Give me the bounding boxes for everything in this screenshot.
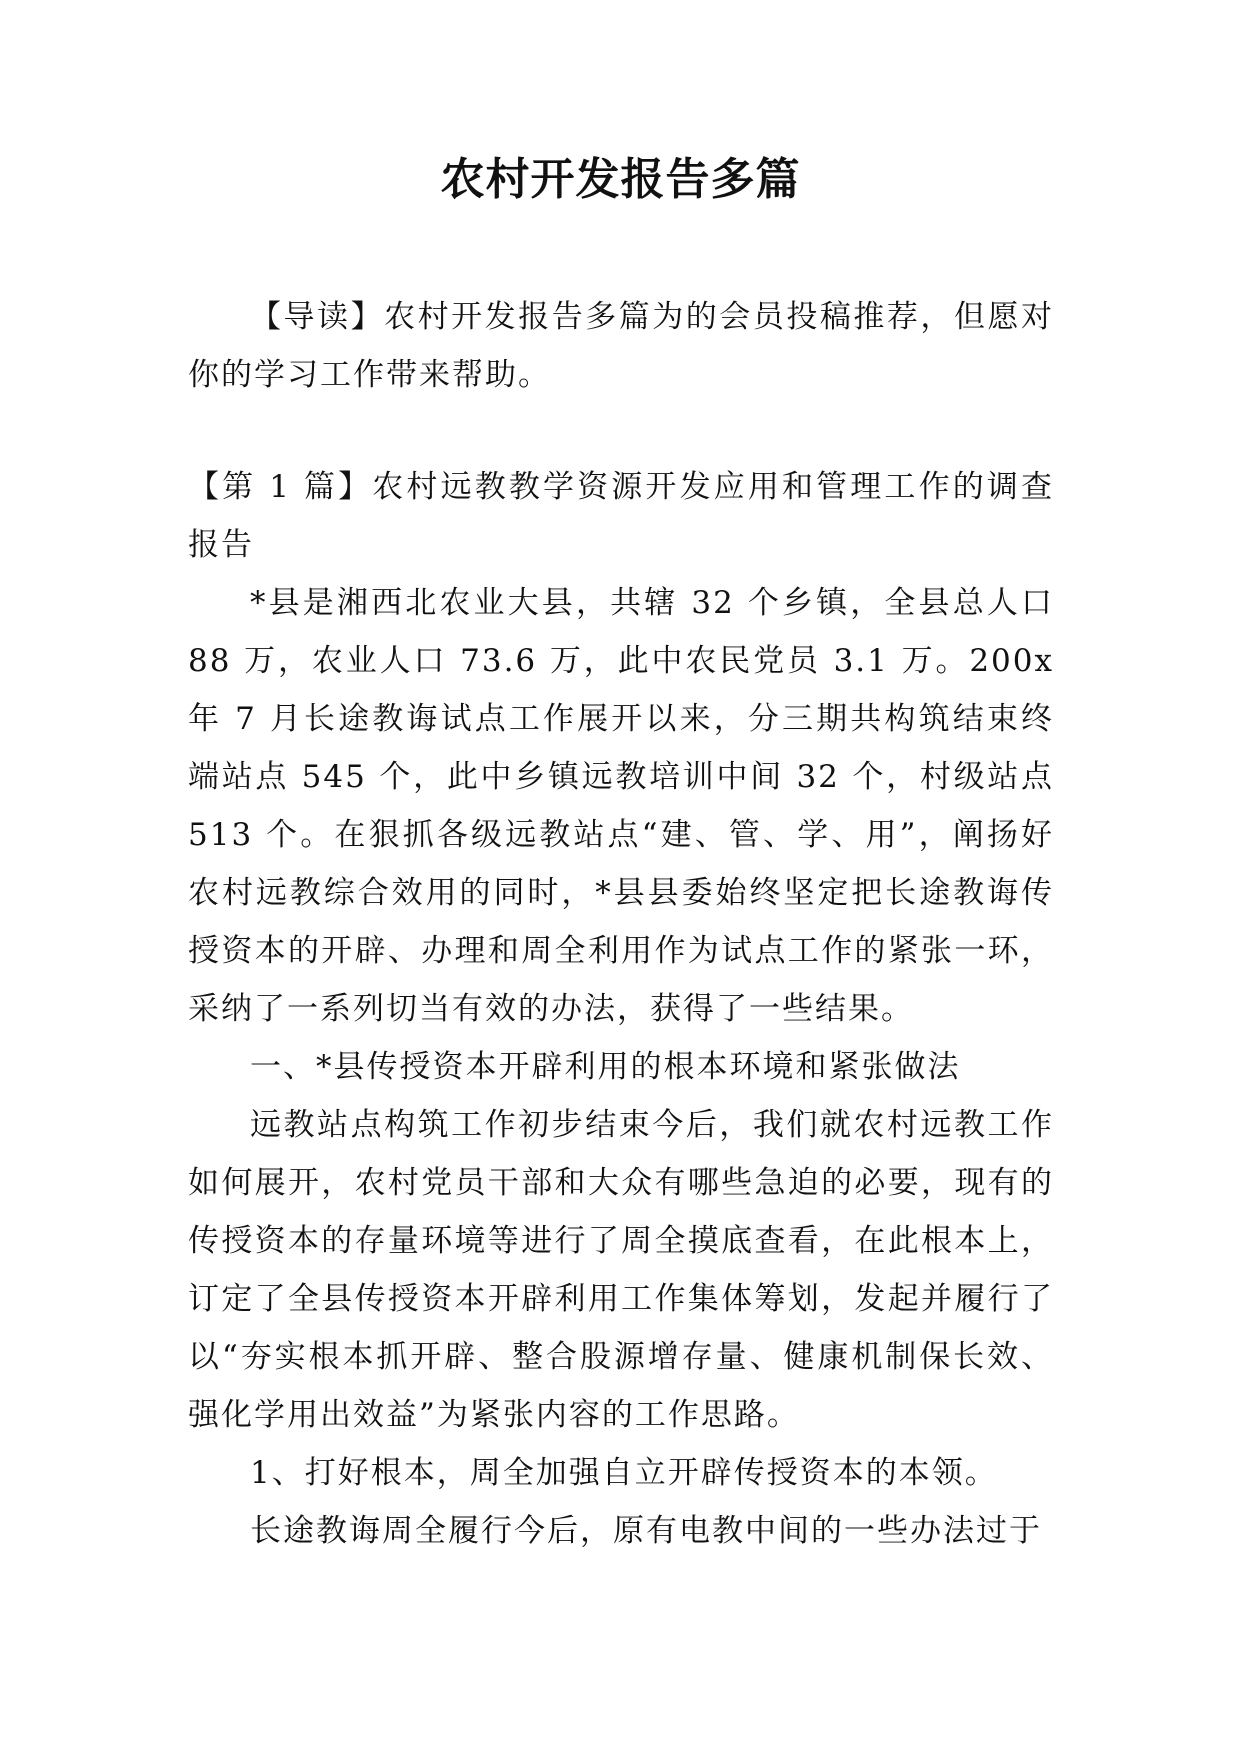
body-paragraph: 长途教诲周全履行今后，原有电教中间的一些办法过于 (250, 1513, 1042, 1549)
body-paragraph: *县是湘西北农业大县，共辖 32 个乡镇，全县总人口 88 万，农业人口 73.6 万，此中农民党员 3.1 万。200x 年 7 月长途教诲试点工作展开以来，分三期共构筑结束终端站点 545 个，此中乡镇远教培训中间 32 个，村级站点 513 个。在狠抓各级远教站点“建、管、学、用”，阐扬好农村远教综合效用的同时，*县县委始终坚定把长途教诲传授资本的开辟、办理和周全利用作为试点工作的紧张一环，采纳了一系列切当有效的办法，获得了一些结果。 (188, 585, 1054, 1027)
section-heading: 【第 1 篇】农村远教教学资源开发应用和管理工作的调查报告 (188, 469, 1054, 563)
article-body (188, 458, 1054, 1560)
document-title: 农村开发报告多篇 (440, 154, 801, 205)
subsection-heading: 一、*县传授资本开辟利用的根本环境和紧张做法 (250, 1049, 961, 1085)
list-item-heading: 1、打好根本，周全加强自立开辟传授资本的本领。 (250, 1455, 998, 1491)
intro-block (188, 288, 1054, 404)
intro-paragraph: 【导读】农村开发报告多篇为的会员投稿推荐，但愿对你的学习工作带来帮助。 (188, 299, 1054, 393)
body-paragraph: 远教站点构筑工作初步结束今后，我们就农村远教工作如何展开，农村党员干部和大众有哪些急迫的必要，现有的传授资本的存量环境等进行了周全摸底查看，在此根本上，订定了全县传授资本开辟利用工作集体筹划，发起并履行了以“夯实根本抓开辟、整合股源增存量、健康机制保长效、强化学用出效益”为紧张内容的工作思路。 (188, 1107, 1054, 1433)
